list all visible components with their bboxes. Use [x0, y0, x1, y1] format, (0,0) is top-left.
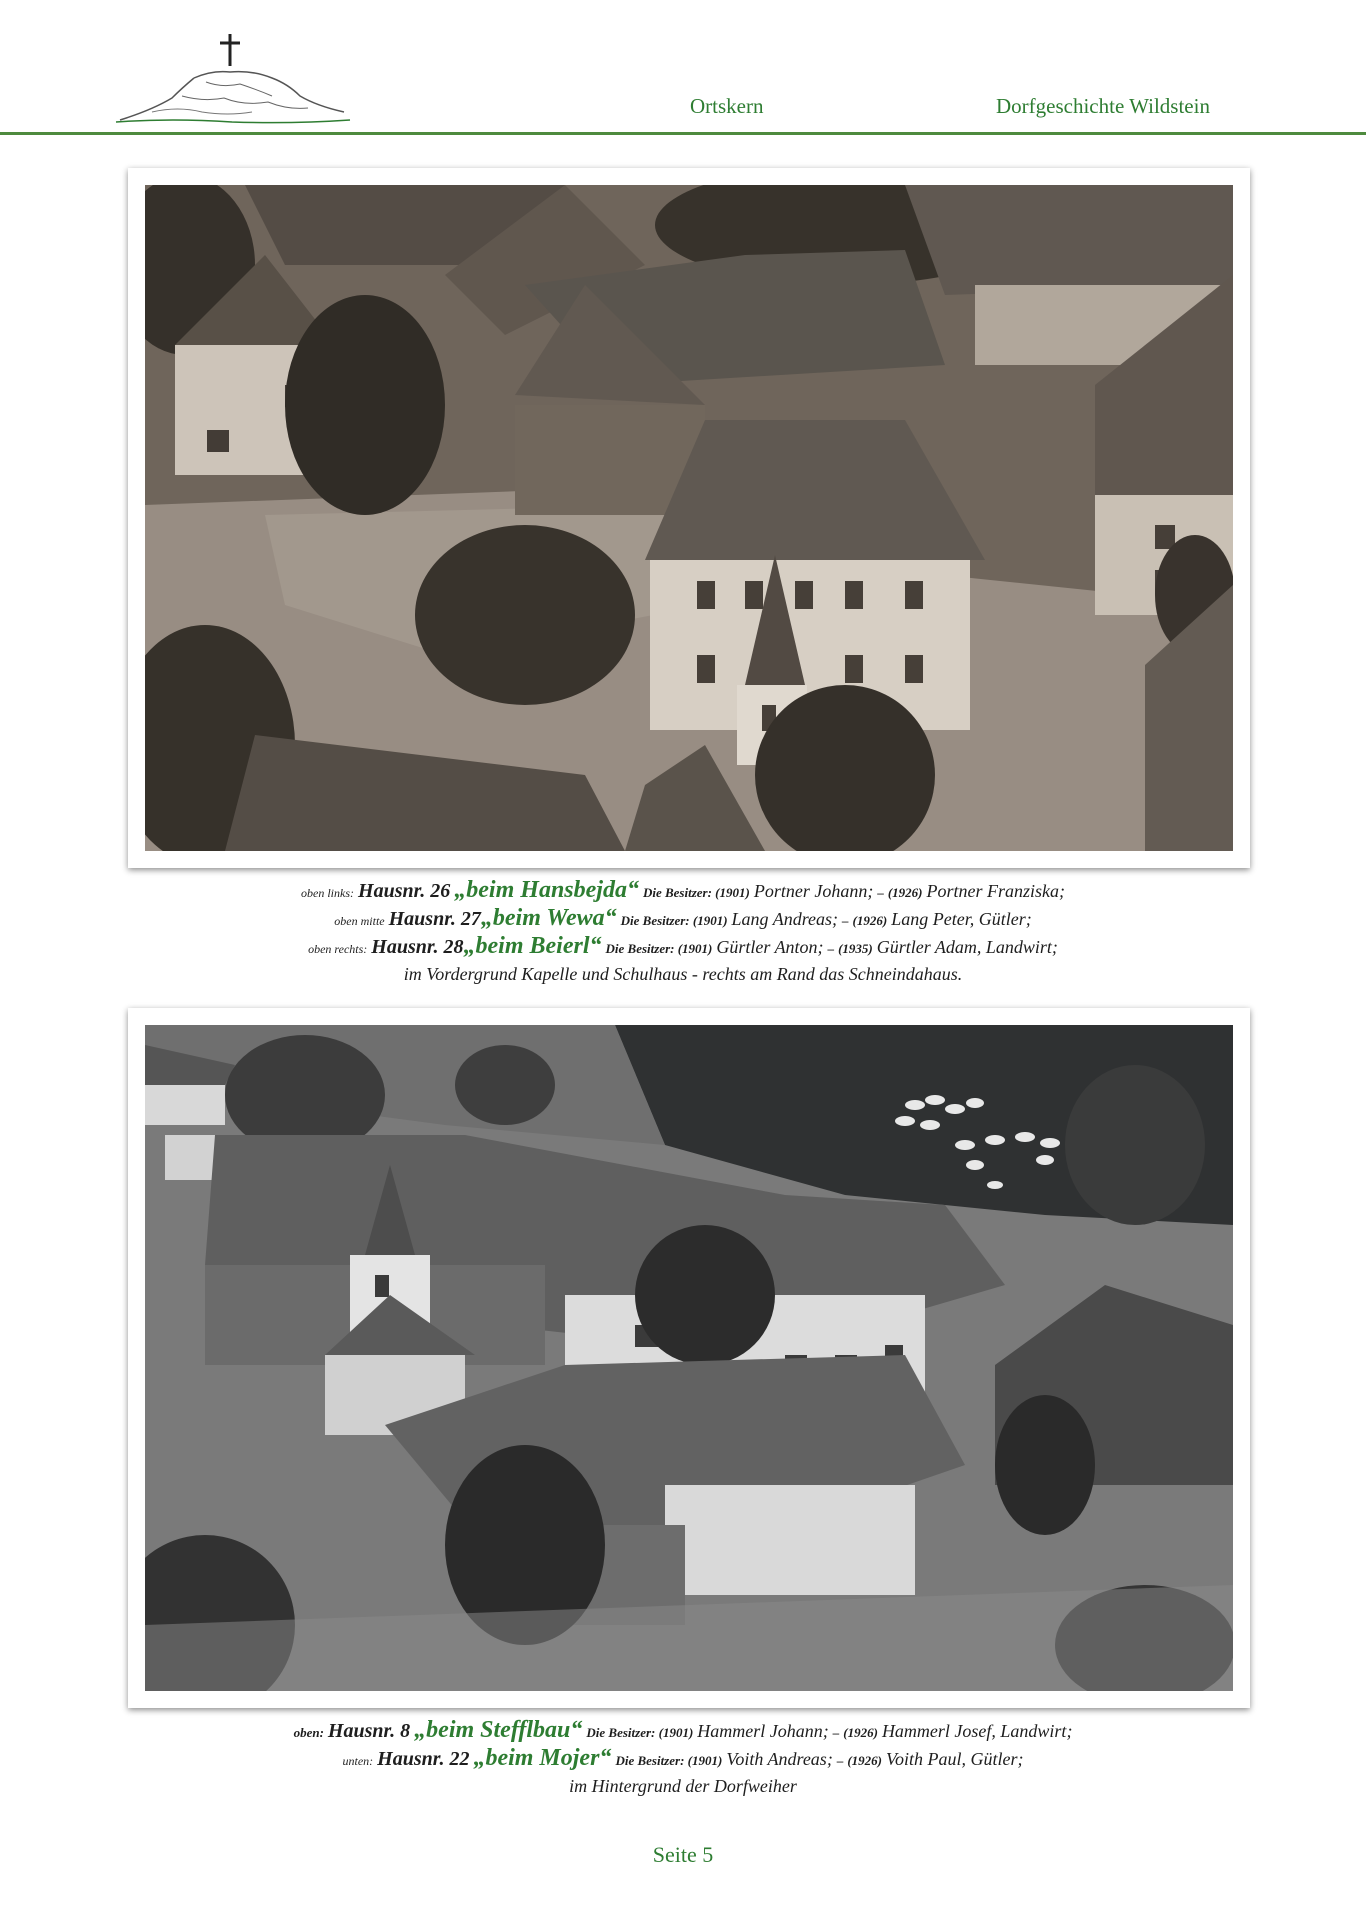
- caption-position: oben rechts:: [308, 942, 368, 956]
- owners-label: Die Besitzer: (1901): [642, 885, 750, 900]
- caption-line-house-28: [0, 932, 1366, 960]
- owner-1901: Voith Andreas;: [726, 1749, 833, 1769]
- owners-label: Die Besitzer: (1901): [615, 1753, 723, 1768]
- caption-line-house-8: [0, 1716, 1366, 1744]
- caption-note: im Hintergrund der Dorfweiher: [569, 1776, 797, 1796]
- church-on-hill-logo: [112, 26, 352, 130]
- house-number: Hausnr. 26: [358, 880, 451, 902]
- owner-later: Voith Paul, Gütler;: [885, 1749, 1024, 1769]
- photo-frame-bottom: [128, 1008, 1250, 1708]
- house-name: „beim Beierl“: [463, 933, 602, 959]
- owners-label: Die Besitzer: (1901): [605, 941, 713, 956]
- owner-1901: Portner Johann;: [753, 881, 874, 901]
- caption-top: [0, 876, 1366, 988]
- house-number: Hausnr. 22: [377, 1748, 470, 1770]
- owners-label: Die Besitzer: (1901): [586, 1725, 694, 1740]
- caption-line-house-22: [0, 1744, 1366, 1772]
- owner-1901: Gürtler Anton;: [716, 937, 824, 957]
- house-number: Hausnr. 28: [371, 936, 464, 958]
- owner-year: (1935): [838, 941, 873, 956]
- house-number: Hausnr. 8: [327, 1720, 411, 1742]
- owner-later: Lang Peter, Gütler;: [891, 909, 1032, 929]
- owner-year: (1926): [843, 1725, 878, 1740]
- owner-later: Hammerl Josef, Landwirt;: [881, 1721, 1073, 1741]
- owner-year: (1926): [887, 885, 923, 900]
- photo-frame-top: [128, 168, 1250, 868]
- caption-bottom: [0, 1716, 1366, 1800]
- village-aerial-photo-top: [145, 185, 1233, 851]
- document-title: Dorfgeschichte Wildstein: [996, 94, 1210, 118]
- owner-later: Gürtler Adam, Landwirt;: [876, 937, 1058, 957]
- house-name: „beim Stefflbau“: [414, 1717, 583, 1743]
- separator: –: [832, 1725, 840, 1740]
- owner-1901: Lang Andreas;: [731, 909, 839, 929]
- separator: –: [842, 913, 849, 928]
- caption-position: oben links:: [301, 886, 355, 900]
- owner-1901: Hammerl Johann;: [697, 1721, 829, 1741]
- house-name: „beim Mojer“: [473, 1745, 612, 1771]
- separator: –: [877, 885, 884, 900]
- caption-position: oben mitte: [334, 914, 385, 928]
- section-title: Ortskern: [690, 94, 764, 118]
- owner-year: (1926): [847, 1753, 882, 1768]
- house-name: „beim Hansbejda“: [454, 877, 639, 903]
- caption-note: im Vordergrund Kapelle und Schulhaus - rechts am Rand das Schneindahaus.: [403, 964, 963, 984]
- house-number: Hausnr. 27: [388, 908, 481, 930]
- caption-position: oben:: [293, 1725, 324, 1740]
- owner-year: (1926): [852, 913, 888, 928]
- caption-position: unten:: [342, 1754, 374, 1768]
- caption-line-house-26: [0, 876, 1366, 904]
- village-aerial-photo-bottom: [145, 1025, 1233, 1691]
- house-name: „beim Wewa“: [480, 905, 617, 931]
- header-divider: [0, 132, 1366, 135]
- caption-line-house-27: [0, 904, 1366, 932]
- page-number: Seite 5: [652, 1842, 714, 1867]
- separator: –: [827, 941, 835, 956]
- separator: –: [836, 1753, 844, 1768]
- owner-later: Portner Franziska;: [926, 881, 1065, 901]
- owners-label: Die Besitzer: (1901): [620, 913, 728, 928]
